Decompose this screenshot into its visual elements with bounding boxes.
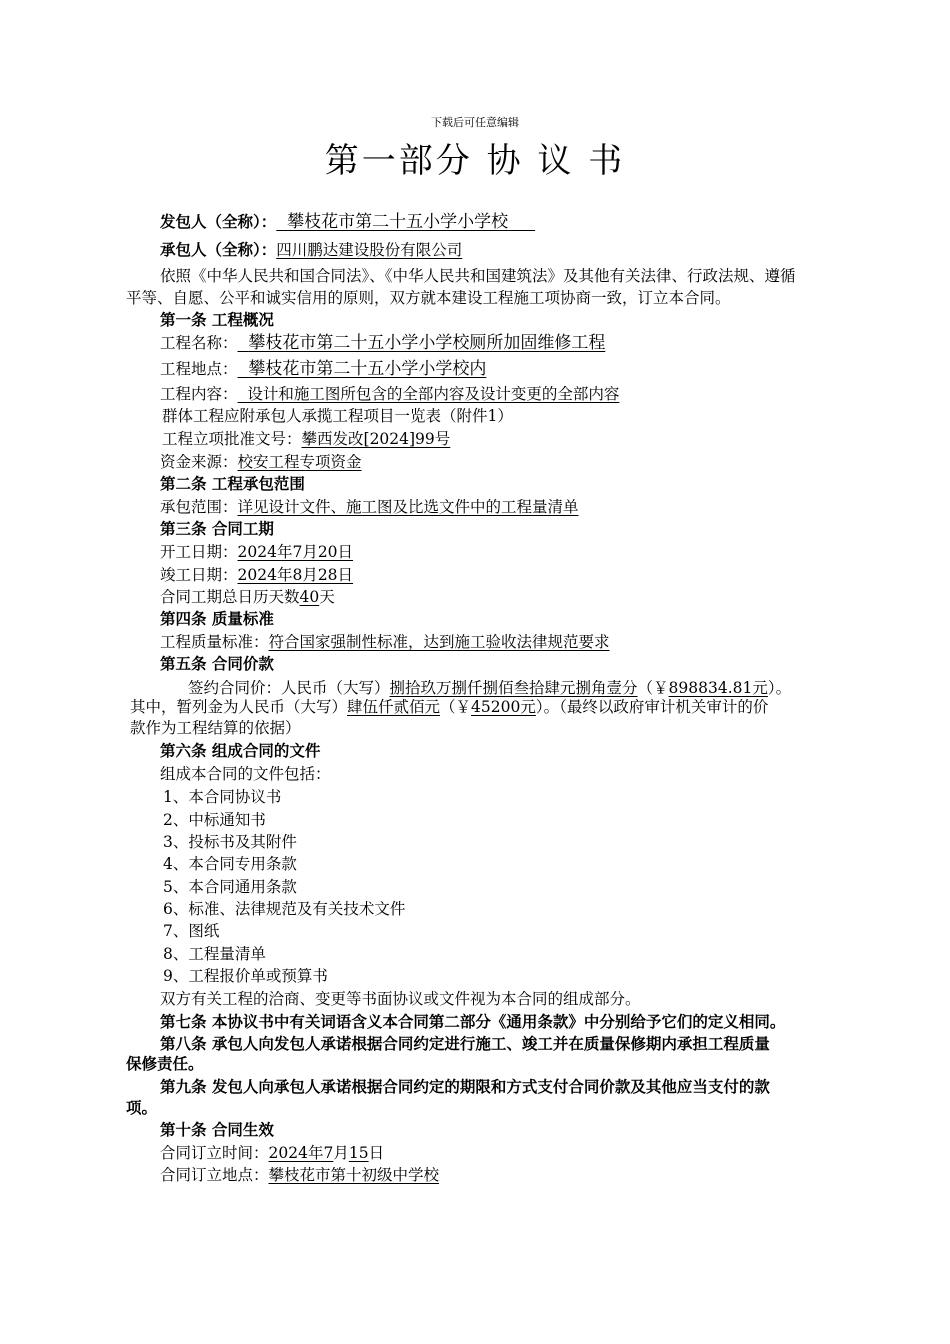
- start-date-line: [160, 542, 353, 562]
- provisional-sum-close: ）。（最终以政府审计机关审计的价: [535, 698, 769, 716]
- start-date-value: 2024年7月20日: [237, 543, 354, 561]
- contract-price-close: ）。: [767, 679, 792, 697]
- quality-line: [160, 632, 610, 652]
- contractor-label: 承包人（全称）：: [160, 241, 277, 259]
- contractor-line: [160, 240, 462, 260]
- quality-label: 工程质量标准：: [160, 633, 269, 651]
- employer-line: [160, 212, 535, 232]
- list-item: 5、本合同通用条款: [163, 878, 297, 896]
- end-date-line: [160, 565, 353, 585]
- intro-line-2: 平等、自愿、公平和诚实信用的原则，双方就本建设工程施工项协商一致，订立本合同。: [126, 289, 731, 307]
- documents-closing: 双方有关工程的洽商、变更等书面协议或文件视为本合同的组成部分。: [160, 990, 641, 1008]
- end-date-value: 2024年8月28日: [237, 566, 354, 584]
- contract-price-number: 898834.81元: [668, 679, 768, 697]
- watermark-text: 下载后可任意编辑: [431, 116, 519, 129]
- fund-source-value: 校安工程专项资金: [237, 453, 362, 471]
- group-project-line: 群体工程应附承包人承揽工程项目一览表（附件1）: [162, 407, 513, 425]
- article-8-line-1: 第八条 承包人向发包人承诺根据合同约定进行施工、竣工并在质量保修期内承担工程质量: [160, 1035, 770, 1053]
- project-site-value: 攀枝花市第二十五小学小学校内: [248, 359, 487, 379]
- quality-value: 符合国家强制性标准，达到施工验收法律规范要求: [268, 633, 610, 651]
- scope-line: [160, 497, 579, 517]
- signing-time-month-unit: 月: [333, 1144, 349, 1162]
- scope-value: 详见设计文件、施工图及比选文件中的工程量清单: [237, 498, 579, 516]
- provisional-sum-words: 肆伍仟贰佰元: [347, 698, 441, 716]
- approval-label: 工程立项批准文号：: [162, 430, 302, 448]
- signing-time-day: 15: [348, 1144, 369, 1162]
- signing-time-day-unit: 日: [368, 1144, 385, 1162]
- list-item: 4、本合同专用条款: [163, 855, 297, 873]
- article-2-heading: 第二条 工程承包范围: [160, 475, 305, 493]
- signing-place-value: 攀枝花市第十初级中学校: [268, 1166, 440, 1184]
- list-item: 9、工程报价单或预算书: [163, 967, 328, 985]
- contractor-value: 四川鹏达建设股份有限公司: [276, 241, 463, 259]
- start-date-label: 开工日期：: [160, 543, 238, 561]
- contract-price-line: [188, 678, 791, 698]
- documents-lead: 组成本合同的文件包括：: [160, 765, 331, 783]
- list-item: 3、投标书及其附件: [163, 833, 297, 851]
- provisional-sum-line: [130, 697, 768, 717]
- scope-label: 承包范围：: [160, 498, 238, 516]
- end-date-label: 竣工日期：: [160, 566, 238, 584]
- contract-price-open: （￥: [637, 679, 669, 697]
- provisional-sum-label: 其中，暂列金为人民币（大写）: [130, 698, 348, 716]
- project-site-label: 工程地点：: [160, 360, 238, 378]
- provisional-sum-line-2: 款作为工程结算的依据）: [130, 719, 301, 737]
- signing-place-line: [160, 1165, 439, 1185]
- project-content-label: 工程内容：: [160, 385, 238, 403]
- signing-time-year-month: 2024年7: [268, 1144, 334, 1162]
- article-4-heading: 第四条 质量标准: [160, 610, 274, 628]
- project-content-value: 设计和施工图所包含的全部内容及设计变更的全部内容: [247, 385, 620, 403]
- fund-source-label: 资金来源：: [160, 453, 238, 471]
- page-title: 第一部分 协 议 书: [324, 141, 626, 181]
- list-item: 8、工程量清单: [163, 945, 266, 963]
- article-8-line-2: 保修责任。: [126, 1055, 204, 1073]
- duration-value: 40: [299, 588, 320, 606]
- intro-line-1: 依照《中华人民共和国合同法》、《中华人民共和国建筑法》及其他有关法律、行政法规、遵循: [160, 267, 796, 285]
- provisional-sum-number: 45200元: [471, 698, 536, 716]
- contract-price-label: 签约合同价：人民币（大写）: [188, 679, 390, 697]
- approval-value: 攀西发改[2024]99号: [301, 430, 451, 448]
- list-item: 7、图纸: [163, 922, 220, 940]
- list-item: 1、本合同协议书: [163, 788, 282, 806]
- signing-time-line: [160, 1143, 384, 1163]
- project-name-label: 工程名称：: [160, 334, 238, 352]
- employer-label: 发包人（全称）：: [160, 213, 277, 231]
- approval-line: [162, 429, 450, 449]
- duration-unit: 天: [319, 588, 335, 606]
- duration-line: [160, 587, 335, 607]
- signing-place-label: 合同订立地点：: [160, 1166, 269, 1184]
- article-3-heading: 第三条 合同工期: [160, 520, 274, 538]
- article-9-line-2: 项。: [126, 1099, 158, 1117]
- fund-source-line: [160, 452, 362, 472]
- signing-time-label: 合同订立时间：: [160, 1144, 269, 1162]
- project-content-line: [160, 384, 619, 404]
- article-5-heading: 第五条 合同价款: [160, 655, 274, 673]
- list-item: 2、中标通知书: [163, 811, 266, 829]
- article-10-heading: 第十条 合同生效: [160, 1121, 274, 1139]
- project-name-line: [160, 333, 605, 353]
- project-site-line: [160, 359, 486, 379]
- contract-price-words: 捌拾玖万捌仟捌佰叁拾肆元捌角壹分: [389, 679, 638, 697]
- article-7: 第七条 本协议书中有关词语含义本合同第二部分《通用条款》中分别给予它们的定义相同。: [160, 1013, 786, 1031]
- article-9-line-1: 第九条 发包人向承包人承诺根据合同约定的期限和方式支付合同价款及其他应当支付的款: [160, 1078, 770, 1096]
- list-item: 6、标准、法律规范及有关技术文件: [163, 900, 406, 918]
- article-1-heading: 第一条 工程概况: [160, 311, 274, 329]
- employer-value: 攀枝花市第二十五小学小学校: [287, 212, 509, 232]
- duration-label: 合同工期总日历天数: [160, 588, 300, 606]
- project-name-value: 攀枝花市第二十五小学小学校厕所加固维修工程: [248, 333, 606, 353]
- article-6-heading: 第六条 组成合同的文件: [160, 742, 321, 760]
- provisional-sum-open: （￥: [440, 698, 472, 716]
